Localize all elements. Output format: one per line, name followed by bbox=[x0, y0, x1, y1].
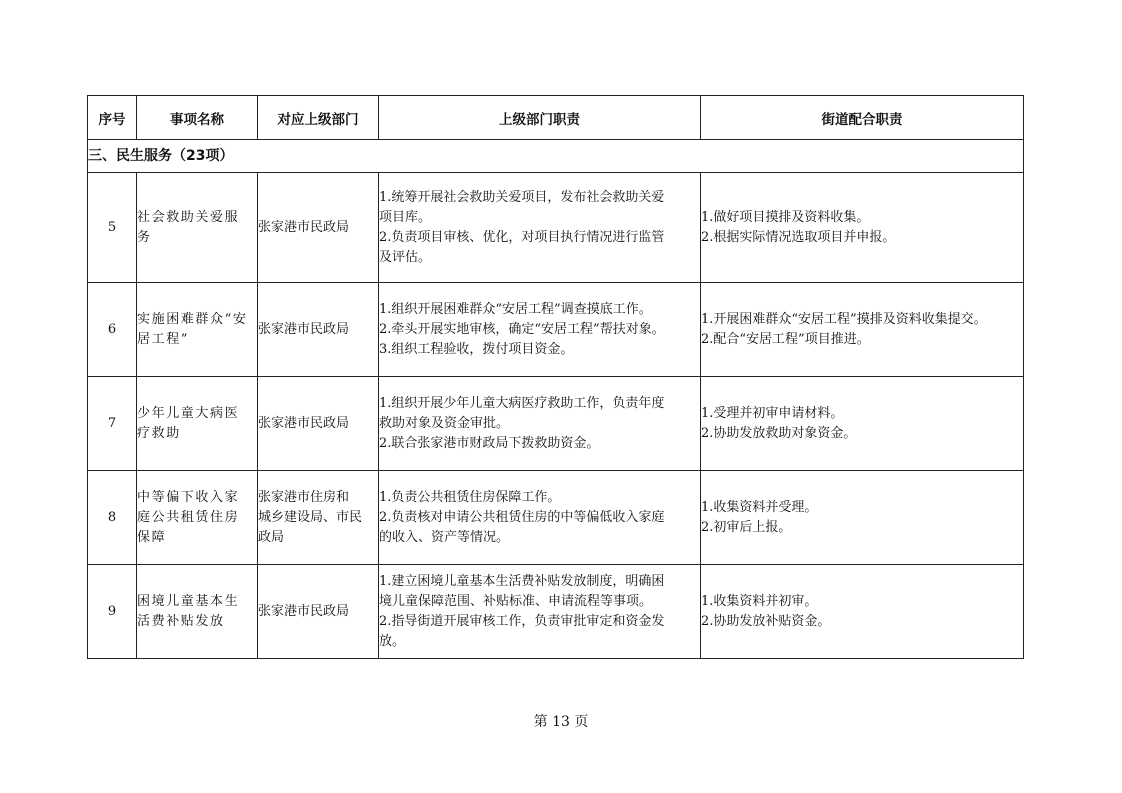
cell-item-name-line: 疗救助 bbox=[137, 425, 181, 441]
cell-street-duty bbox=[701, 377, 1024, 471]
header-serial: 序号 bbox=[88, 96, 137, 140]
cell-upper-duty-line: 及评估。 bbox=[379, 249, 432, 265]
cell-upper-duty bbox=[379, 471, 701, 565]
cell-upper-duty-line: 2.负责项目审核、优化，对项目执行情况进行监管 bbox=[379, 229, 665, 245]
cell-street-duty-line: 1.收集资料并初审。 bbox=[701, 593, 818, 609]
table-row bbox=[88, 283, 1024, 377]
table-row bbox=[88, 173, 1024, 283]
cell-street-duty bbox=[701, 471, 1024, 565]
cell-upper-dept bbox=[258, 565, 379, 659]
cell-upper-duty bbox=[379, 283, 701, 377]
cell-upper-dept-line: 政局 bbox=[258, 529, 285, 545]
cell-item-name bbox=[137, 471, 258, 565]
cell-item-name bbox=[137, 565, 258, 659]
cell-street-duty-line: 1.开展困难群众“安居工程”摸排及资料收集提交。 bbox=[701, 311, 987, 327]
header-item-name: 事项名称 bbox=[137, 96, 258, 140]
cell-upper-duty-line: 2.牵头开展实地审核，确定“安居工程”帮扶对象。 bbox=[379, 321, 665, 337]
cell-upper-duty-line: 1.建立困境儿童基本生活费补贴发放制度，明确困 bbox=[379, 573, 665, 589]
cell-street-duty-line: 1.收集资料并受理。 bbox=[701, 499, 818, 515]
cell-serial: 7 bbox=[88, 377, 137, 471]
duty-table bbox=[87, 95, 1024, 659]
cell-item-name-line: 社会救助关爱服 bbox=[137, 209, 240, 225]
header-upper-dept: 对应上级部门 bbox=[258, 96, 379, 140]
cell-upper-duty-line: 救助对象及资金审批。 bbox=[379, 415, 510, 431]
cell-item-name-line: 活费补贴发放 bbox=[137, 613, 225, 629]
cell-upper-duty-line: 境儿童保障范围、补贴标准、申请流程等事项。 bbox=[379, 593, 653, 609]
table-row bbox=[88, 471, 1024, 565]
cell-upper-dept-line: 张家港市民政局 bbox=[258, 603, 350, 619]
table-header-row bbox=[88, 96, 1024, 140]
cell-street-duty bbox=[701, 173, 1024, 283]
cell-upper-duty bbox=[379, 377, 701, 471]
section-row bbox=[88, 140, 1024, 173]
cell-street-duty-line: 1.受理并初审申请材料。 bbox=[701, 405, 844, 421]
cell-street-duty-line: 1.做好项目摸排及资料收集。 bbox=[701, 209, 870, 225]
cell-item-name-line: 实施困难群众“安 bbox=[137, 311, 248, 327]
cell-item-name-line: 庭公共租赁住房 bbox=[137, 509, 240, 525]
header-upper-duty: 上级部门职责 bbox=[379, 96, 701, 140]
cell-upper-duty-line: 项目库。 bbox=[379, 209, 432, 225]
cell-street-duty-line: 2.根据实际情况选取项目并申报。 bbox=[701, 229, 896, 245]
cell-item-name-line: 中等偏下收入家 bbox=[137, 489, 240, 505]
cell-item-name-line: 居工程” bbox=[137, 331, 190, 347]
cell-serial: 8 bbox=[88, 471, 137, 565]
cell-upper-dept-line: 张家港市民政局 bbox=[258, 219, 350, 235]
cell-item-name bbox=[137, 377, 258, 471]
cell-upper-dept bbox=[258, 471, 379, 565]
cell-item-name-line: 困境儿童基本生 bbox=[137, 593, 240, 609]
table-row bbox=[88, 565, 1024, 659]
cell-upper-dept-line: 城乡建设局、市民 bbox=[258, 509, 363, 525]
cell-street-duty-line: 2.协助发放救助对象资金。 bbox=[701, 425, 857, 441]
cell-street-duty-line: 2.协助发放补贴资金。 bbox=[701, 613, 831, 629]
cell-serial: 5 bbox=[88, 173, 137, 283]
cell-item-name bbox=[137, 173, 258, 283]
cell-item-name bbox=[137, 283, 258, 377]
header-street-duty: 街道配合职责 bbox=[701, 96, 1024, 140]
cell-street-duty-line: 2.配合“安居工程”项目推进。 bbox=[701, 331, 870, 347]
cell-upper-duty-line: 1.统筹开展社会救助关爱项目，发布社会救助关爱 bbox=[379, 189, 665, 205]
table-row bbox=[88, 377, 1024, 471]
cell-serial: 6 bbox=[88, 283, 137, 377]
cell-upper-duty-line: 3.组织工程验收，拨付项目资金。 bbox=[379, 341, 574, 357]
cell-upper-duty-line: 2.联合张家港市财政局下拨救助资金。 bbox=[379, 435, 600, 451]
cell-upper-dept-line: 张家港市住房和 bbox=[258, 489, 350, 505]
cell-upper-duty bbox=[379, 173, 701, 283]
cell-upper-duty bbox=[379, 565, 701, 659]
cell-upper-duty-line: 放。 bbox=[379, 633, 406, 649]
cell-item-name-line: 保障 bbox=[137, 529, 167, 545]
cell-item-name-line: 务 bbox=[137, 229, 152, 245]
cell-upper-duty-line: 1.负责公共租赁住房保障工作。 bbox=[379, 489, 561, 505]
cell-upper-dept-line: 张家港市民政局 bbox=[258, 415, 350, 431]
cell-upper-dept bbox=[258, 283, 379, 377]
cell-upper-dept-line: 张家港市民政局 bbox=[258, 321, 350, 337]
cell-upper-duty-line: 1.组织开展困难群众“安居工程”调查摸底工作。 bbox=[379, 301, 652, 317]
cell-upper-duty-line: 2.指导街道开展审核工作，负责审批审定和资金发 bbox=[379, 613, 665, 629]
cell-item-name-line: 少年儿童大病医 bbox=[137, 405, 240, 421]
cell-upper-dept bbox=[258, 377, 379, 471]
section-title: 三、民生服务（23项） bbox=[88, 140, 1024, 173]
cell-upper-duty-line: 2.负责核对申请公共租赁住房的中等偏低收入家庭 bbox=[379, 509, 665, 525]
cell-street-duty bbox=[701, 565, 1024, 659]
cell-upper-dept bbox=[258, 173, 379, 283]
cell-serial: 9 bbox=[88, 565, 137, 659]
page-number: 第 13 页 bbox=[533, 714, 589, 730]
cell-upper-duty-line: 1.组织开展少年儿童大病医疗救助工作，负责年度 bbox=[379, 395, 665, 411]
cell-street-duty-line: 2.初审后上报。 bbox=[701, 519, 792, 535]
cell-upper-duty-line: 的收入、资产等情况。 bbox=[379, 529, 510, 545]
cell-street-duty bbox=[701, 283, 1024, 377]
